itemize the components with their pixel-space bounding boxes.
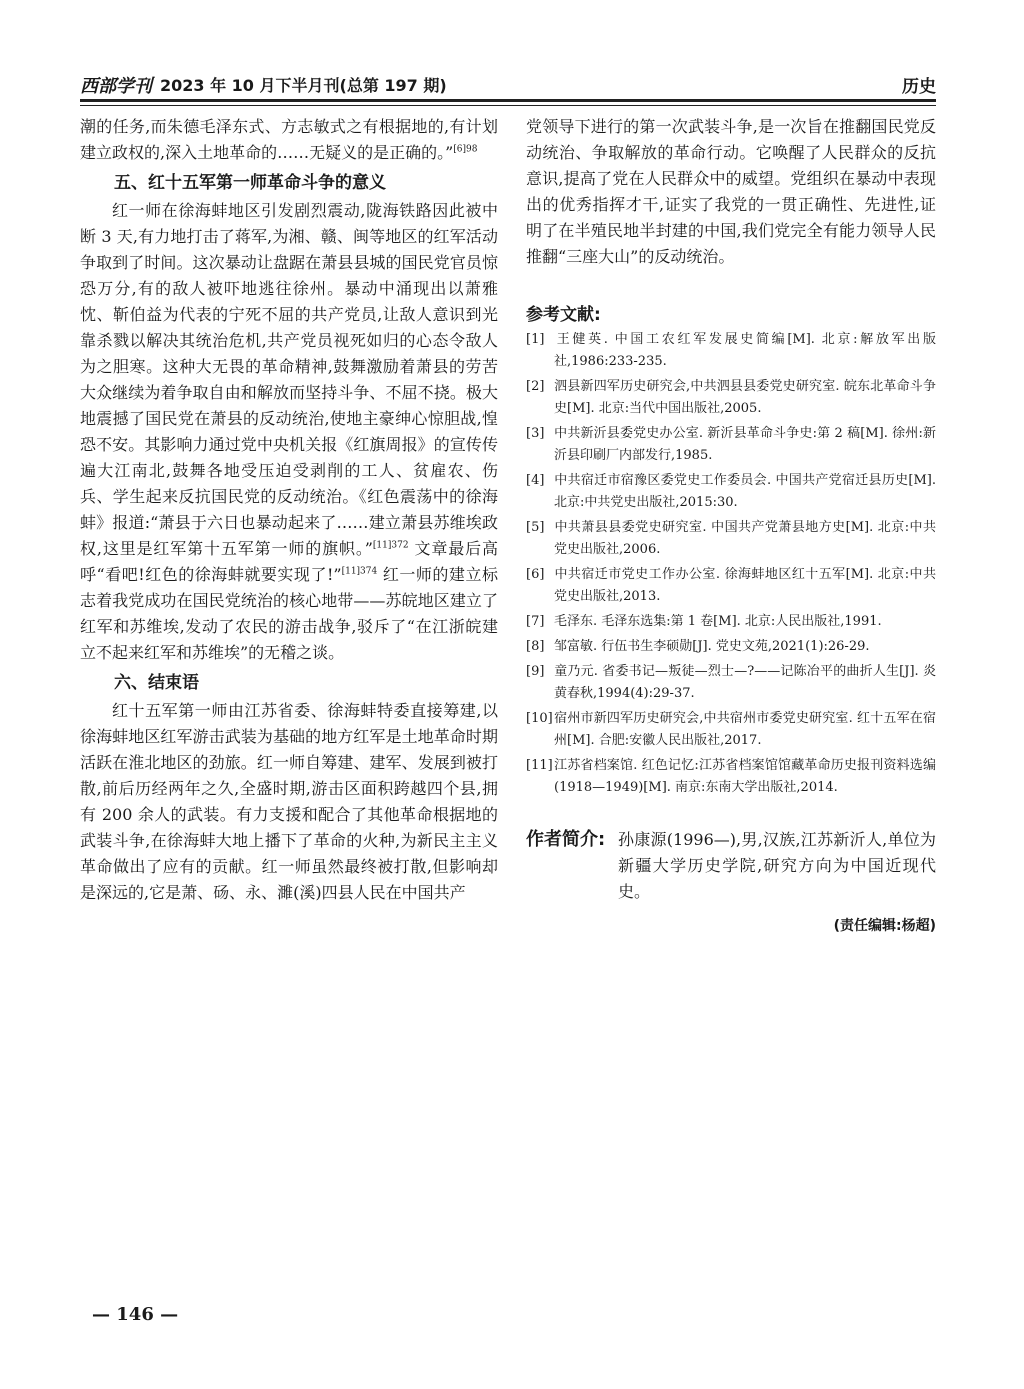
reference-item [526,470,936,514]
paragraph-continued-right: 党领导下进行的第一次武装斗争,是一次旨在推翻国民党反动统治、争取解放的革命行动。它唤醒了人民群众的反抗意识,提高了党在人民群众中的威望。党组织在暴动中表现出的优秀指挥才干,证实了我党的一贯正确性、先进性,证明了在半殖民地半封建的中国,我们党完全有能力领导人民推翻“三座大山”的反动统治。 [526,117,936,266]
journal-logo: 西部学刊 [80,76,152,97]
reference-item [526,376,936,420]
reference-item [526,636,936,658]
reference-number: [2] [526,379,545,394]
reference-number: [1] [526,332,545,347]
left-column [80,114,498,906]
reference-text: 童乃元. 省委书记—叛徒—烈士—?——记陈冶平的曲折人生[J]. 炎黄春秋,1994(4):29-37. [554,664,936,701]
author-bio [526,827,936,905]
reference-text: 王健英. 中国工农红军发展史简编[M]. 北京:解放军出版社,1986:233-235. [554,332,936,369]
header-rule-thick [80,99,936,102]
reference-number: [8] [526,639,545,654]
reference-text: 泗县新四军历史研究会,中共泗县县委党史研究室. 皖东北革命斗争史[M]. 北京:当代中国出版社,2005. [554,379,936,416]
citation: [11]374 [341,566,378,577]
reference-number: [4] [526,473,545,488]
page-number: — 146 — [92,1304,179,1325]
reference-number: [7] [526,614,545,629]
citation: [6]98 [453,144,478,155]
section-heading-5: 五、红十五军第一师革命斗争的意义 [114,173,386,193]
reference-item [526,708,936,752]
section-heading-6: 六、结束语 [114,673,199,693]
reference-number: [3] [526,426,545,441]
right-column [526,114,936,935]
author-bio-label: 作者简介: [526,829,606,850]
paragraph-text: 文章最后高呼“看吧!红色的徐海蚌就要实现了!” [80,539,498,584]
paragraph-significance [80,198,498,666]
references-title: 参考文献: [526,305,601,325]
paragraph-conclusion: 红十五军第一师由江苏省委、徐海蚌特委直接筹建,以徐海蚌地区红军游击武装为基础的地方红军是土地革命时期活跃在淮北地区的劲旅。红一师自筹建、建军、发展到被打散,前后历经两年之久,全盛时期,游击区面积跨越四个县,拥有 200 余人的武装。有力支援和配合了其他革命根据地的武装斗争,在徐海蚌大地上播下了革命的火种,为新民主主义革命做出了应有的贡献。红一师虽然最终被打散,但影响却是深远的,它是萧、砀、永、濉(溪)四县人民在中国共产 [80,701,498,902]
citation: [11]372 [372,540,409,551]
issue-info: 2023 年 10 月下半月刊(总第 197 期) [160,76,447,95]
paragraph-text: 潮的任务,而朱德毛泽东式、方志敏式之有根据地的,有计划建立政权的,深入土地革命的……无疑义的是正确的。” [80,117,498,162]
reference-text: 邹富敏. 行伍书生李硕勋[J]. 党史文苑,2021(1):26-29. [554,639,870,654]
reference-item [526,329,936,373]
reference-number: [10] [526,711,553,726]
reference-number: [9] [526,664,545,679]
reference-number: [5] [526,520,545,535]
reference-item [526,564,936,608]
reference-text: 中共萧县县委党史研究室. 中国共产党萧县地方史[M]. 北京:中共党史出版社,2006. [554,520,936,557]
header-rule-thin [80,105,936,106]
page-header [80,72,936,98]
reference-text: 宿州市新四军历史研究会,中共宿州市委党史研究室. 红十五军在宿州[M]. 合肥:安徽人民出版社,2017. [554,711,936,748]
reference-item [526,611,936,633]
paragraph-text: 红一师的建立标志着我党成功在国民党统治的核心地带——苏皖地区建立了红军和苏维埃,发动了农民的游击战争,驳斥了“在江浙皖建立不起来红军和苏维埃”的无稽之谈。 [80,565,498,662]
reference-item [526,517,936,561]
reference-text: 毛泽东. 毛泽东选集:第 1 卷[M]. 北京:人民出版社,1991. [554,614,882,629]
reference-text: 中共新沂县委党史办公室. 新沂县革命斗争史:第 2 稿[M]. 徐州:新沂县印刷厂内部发行,1985. [554,426,936,463]
author-bio-text: 孙康源(1996—),男,汉族,江苏新沂人,单位为新疆大学历史学院,研究方向为中国近现代史。 [618,830,936,901]
paragraph-text: 红一师在徐海蚌地区引发剧烈震动,陇海铁路因此被中断 3 天,有力地打击了蒋军,为湘、赣、闽等地区的红军活动争取到了时间。这次暴动让盘踞在萧县县城的国民党官员惊恐万分,有的敌人被吓地逃往徐州。暴动中涌现出以萧雅忱、靳伯益为代表的宁死不屈的共产党员,让敌人意识到光靠杀戮以解决其统治危机,共产党员视死如归的心态令敌人为之胆寒。这种大无畏的革命精神,鼓舞激励着萧县的劳苦大众继续为着争取自由和解放而坚持斗争、不屈不挠。极大地震撼了国民党在萧县的反动统治,使地主豪绅心惊胆战,惶恐不安。其影响力通过党中央机关报《红旗周报》的宣传传遍大江南北,鼓舞各地受压迫受剥削的工人、贫雇农、伤兵、学生起来反抗国民党的反动统治。《红色震荡中的徐海蚌》报道:“萧县于六日也暴动起来了……建立萧县苏维埃政权,这里是红军第十五军第一师的旗帜。” [80,201,498,558]
reference-item [526,755,936,799]
section-name: 历史 [902,77,936,97]
reference-text: 江苏省档案馆. 红色记忆:江苏省档案馆馆藏革命历史报刊资料选编(1918—1949)[M]. 南京:东南大学出版社,2014. [554,758,936,795]
references-list [526,329,936,799]
responsible-editor: (责任编辑:杨超) [833,918,936,934]
reference-item [526,661,936,705]
paragraph-continued [80,114,498,166]
reference-item [526,423,936,467]
reference-number: [11] [526,758,553,773]
reference-text: 中共宿迁市宿豫区委党史工作委员会. 中国共产党宿迁县历史[M]. 北京:中共党史出版社,2015:30. [554,473,936,510]
reference-number: [6] [526,567,545,582]
reference-text: 中共宿迁市党史工作办公室. 徐海蚌地区红十五军[M]. 北京:中共党史出版社,2013. [554,567,936,604]
